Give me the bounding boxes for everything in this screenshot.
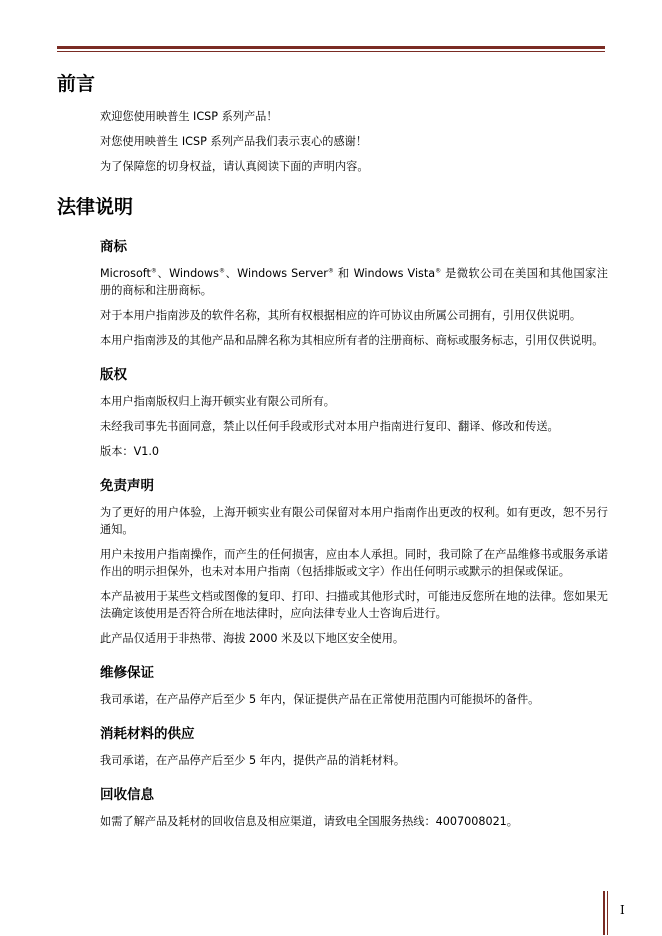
disclaimer-para-4: 此产品仅适用于非热带、海拔 2000 米及以下地区安全使用。 (100, 632, 405, 645)
separator: 、 (225, 267, 238, 280)
header-rule-thin (57, 51, 605, 52)
copyright-para-2: 未经我司事先书面同意，禁止以任何手段或形式对本用户指南进行复印、翻译、修改和传送。 (100, 420, 559, 433)
trademark-rest: 是微软公司在美国和其他国家注册的商标和注册商标。 (100, 267, 608, 297)
footer-rule-thin (607, 891, 608, 935)
reg-mark: ® (150, 267, 157, 275)
reg-mark: ® (219, 267, 226, 275)
trademark-para-2: 对于本用户指南涉及的软件名称，其所有权根据相应的许可协议由所属公司拥有，引用仅供说明。 (100, 309, 582, 322)
supplies-para-1: 我司承诺，在产品停产后至少 5 年内，提供产品的消耗材料。 (100, 754, 406, 767)
preface-line-1: 欢迎您使用映普生 ICSP 系列产品！ (100, 110, 278, 123)
separator: 、 (156, 267, 170, 280)
legal-title: 法律说明 (57, 196, 134, 218)
disclaimer-para-1: 为了更好的用户体验，上海开顿实业有限公司保留对本用户指南作出更改的权利。如有更改，恕不另行通知。 (100, 506, 608, 536)
copyright-heading: 版权 (100, 367, 127, 383)
trademark-windows-vista: Windows Vista (353, 267, 436, 280)
disclaimer-para-2: 用户未按用户指南操作，而产生的任何损害，应由本人承担。同时，我司除了在产品维修书或服务承诺作出的明示担保外，也未对本用户指南（包括排版或文字）作出任何明示或默示的担保或保证。 (100, 548, 608, 578)
preface-line-2: 对您使用映普生 ICSP 系列产品我们表示衷心的感谢！ (100, 135, 368, 148)
conjunction: 和 (333, 267, 354, 280)
recycling-para-1: 如需了解产品及耗材的回收信息及相应渠道，请致电全国服务热线：4007008021。 (100, 815, 518, 828)
reg-mark: ® (327, 267, 334, 275)
header-rule-thick (57, 46, 605, 49)
trademark-ms: Microsoft (100, 267, 151, 280)
trademark-windows: Windows (169, 267, 220, 280)
trademark-para-3: 本用户指南涉及的其他产品和品牌名称为其相应所有者的注册商标、商标或服务标志，引用仅供说明。 (100, 334, 604, 347)
trademark-heading: 商标 (100, 239, 127, 255)
disclaimer-para-3: 本产品被用于某些文档或图像的复印、打印、扫描或其他形式时，可能违反您所在地的法律。您如果无法确定该使用是否符合所在地法律时，应向法律专业人士咨询后进行。 (100, 590, 608, 620)
trademark-windows-server: Windows Server (237, 267, 328, 280)
recycling-heading: 回收信息 (100, 787, 154, 803)
warranty-para-1: 我司承诺，在产品停产后至少 5 年内，保证提供产品在正常使用范围内可能损坏的备件。 (100, 693, 540, 706)
copyright-version: 版本：V1.0 (100, 445, 160, 458)
preface-line-3: 为了保障您的切身权益，请认真阅读下面的声明内容。 (100, 160, 369, 173)
document-body (57, 70, 617, 830)
preface-title: 前言 (57, 73, 96, 95)
footer-rule-thick (603, 891, 605, 935)
trademark-para-1 (100, 265, 608, 299)
supplies-heading: 消耗材料的供应 (100, 726, 195, 742)
page-number: I (620, 903, 625, 917)
disclaimer-heading: 免责声明 (100, 478, 154, 494)
reg-mark: ® (435, 267, 442, 275)
warranty-heading: 维修保证 (100, 665, 154, 681)
copyright-para-1: 本用户指南版权归上海开顿实业有限公司所有。 (100, 395, 335, 408)
